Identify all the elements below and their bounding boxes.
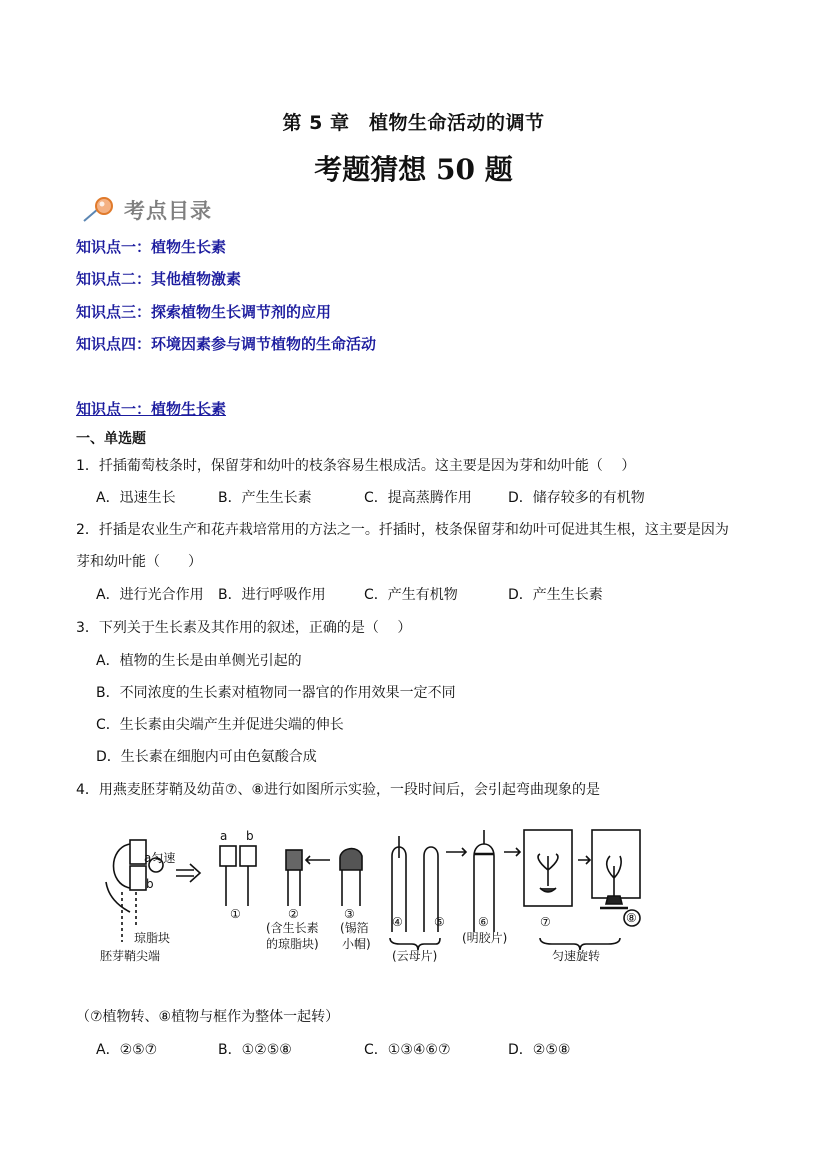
q4-option-a: A．②⑤⑦ [96,1042,158,1058]
q1-option-c: C．提高蒸腾作用 [364,490,472,506]
label-rotate: 匀速旋转 [552,949,601,963]
section-title: 知识点一：植物生长素 [76,400,227,418]
chapter-title: 第 5 章 植物生命活动的调节 [282,112,545,134]
label-n5: ⑤ [434,915,445,929]
label-n3: ③ [344,907,355,921]
toc-item-3[interactable]: 知识点三：探索植物生长调节剂的应用 [76,303,332,321]
q2-option-b: B．进行呼吸作用 [218,587,326,603]
question-2-stem-line2: 芽和幼叶能（ ） [76,554,202,570]
q1-option-b: B．产生生长素 [218,490,312,506]
q3-option-d: D．生长素在细胞内可由色氨酸合成 [96,749,317,765]
label-n6: ⑥ [478,915,489,929]
toc-item-1[interactable]: 知识点一：植物生长素 [76,238,227,256]
q2-option-d: D．产生生长素 [508,587,603,603]
label-n1: ① [230,907,241,921]
label-agar: 琼脂块 [134,931,171,945]
label-n2: ② [288,907,299,921]
experiment-figure [100,826,660,966]
label-n4: ④ [392,915,403,929]
q3-option-c: C．生长素由尖端产生并促进尖端的伸长 [96,717,344,733]
label-n3-note2: 小帽) [342,937,371,951]
label-n8: ⑧ [626,911,637,925]
coleoptile-tip-shape [114,844,131,888]
label-n7: ⑦ [540,915,551,929]
label-n2-note1: (含生长素 [266,921,319,935]
q2-option-a: A．进行光合作用 [96,587,204,603]
toc-item-4[interactable]: 知识点四：环境因素参与调节植物的生命活动 [76,335,377,353]
q4-option-b: B．①②⑤⑧ [218,1042,292,1058]
label-b: b [246,829,254,843]
label-a: a [220,829,228,843]
toc-heading-label: 考点目录 [124,199,212,223]
label-mica: (云母片) [392,949,438,963]
question-type: 一、单选题 [76,431,146,447]
page-subtitle: 考题猜想 50 题 [314,153,513,186]
toc-item-2[interactable]: 知识点二：其他植物激素 [76,270,242,288]
toc-heading [80,195,212,225]
magnifier-icon [80,195,118,225]
question-3-stem: 3．下列关于生长素及其作用的叙述，正确的是（ ） [76,620,412,636]
q2-option-c: C．产生有机物 [364,587,458,603]
q4-option-c: C．①③④⑥⑦ [364,1042,451,1058]
label-n3-note1: (锡箔 [340,921,369,935]
question-4-note: （⑦植物转、⑧植物与框作为整体一起转） [76,1009,340,1025]
label-a-speed: a匀速 [144,851,176,865]
question-2-stem-line1: 2．扦插是农业生产和花卉栽培常用的方法之一。扦插时，枝条保留芽和幼叶可促进其生根，这主要是因为 [76,522,729,538]
q1-option-d: D．储存较多的有机物 [508,490,645,506]
label-gelatin: (明胶片) [462,931,508,945]
question-4-stem: 4．用燕麦胚芽鞘及幼苗⑦、⑧进行如图所示实验，一段时间后，会引起弯曲现象的是 [76,782,601,798]
q4-option-d: D．②⑤⑧ [508,1042,571,1058]
q3-option-b: B．不同浓度的生长素对植物同一器官的作用效果一定不同 [96,685,456,701]
arrow-right-icon [176,864,200,882]
question-1-stem: 1．扦插葡萄枝条时，保留芽和幼叶的枝条容易生根成活。这主要是因为芽和幼叶能（ ） [76,458,636,474]
q3-option-a: A．植物的生长是由单侧光引起的 [96,653,302,669]
label-b2: b [146,877,154,891]
label-tip: 胚芽鞘尖端 [100,949,161,963]
q1-option-a: A．迅速生长 [96,490,176,506]
label-n2-note2: 的琼脂块) [266,937,319,951]
